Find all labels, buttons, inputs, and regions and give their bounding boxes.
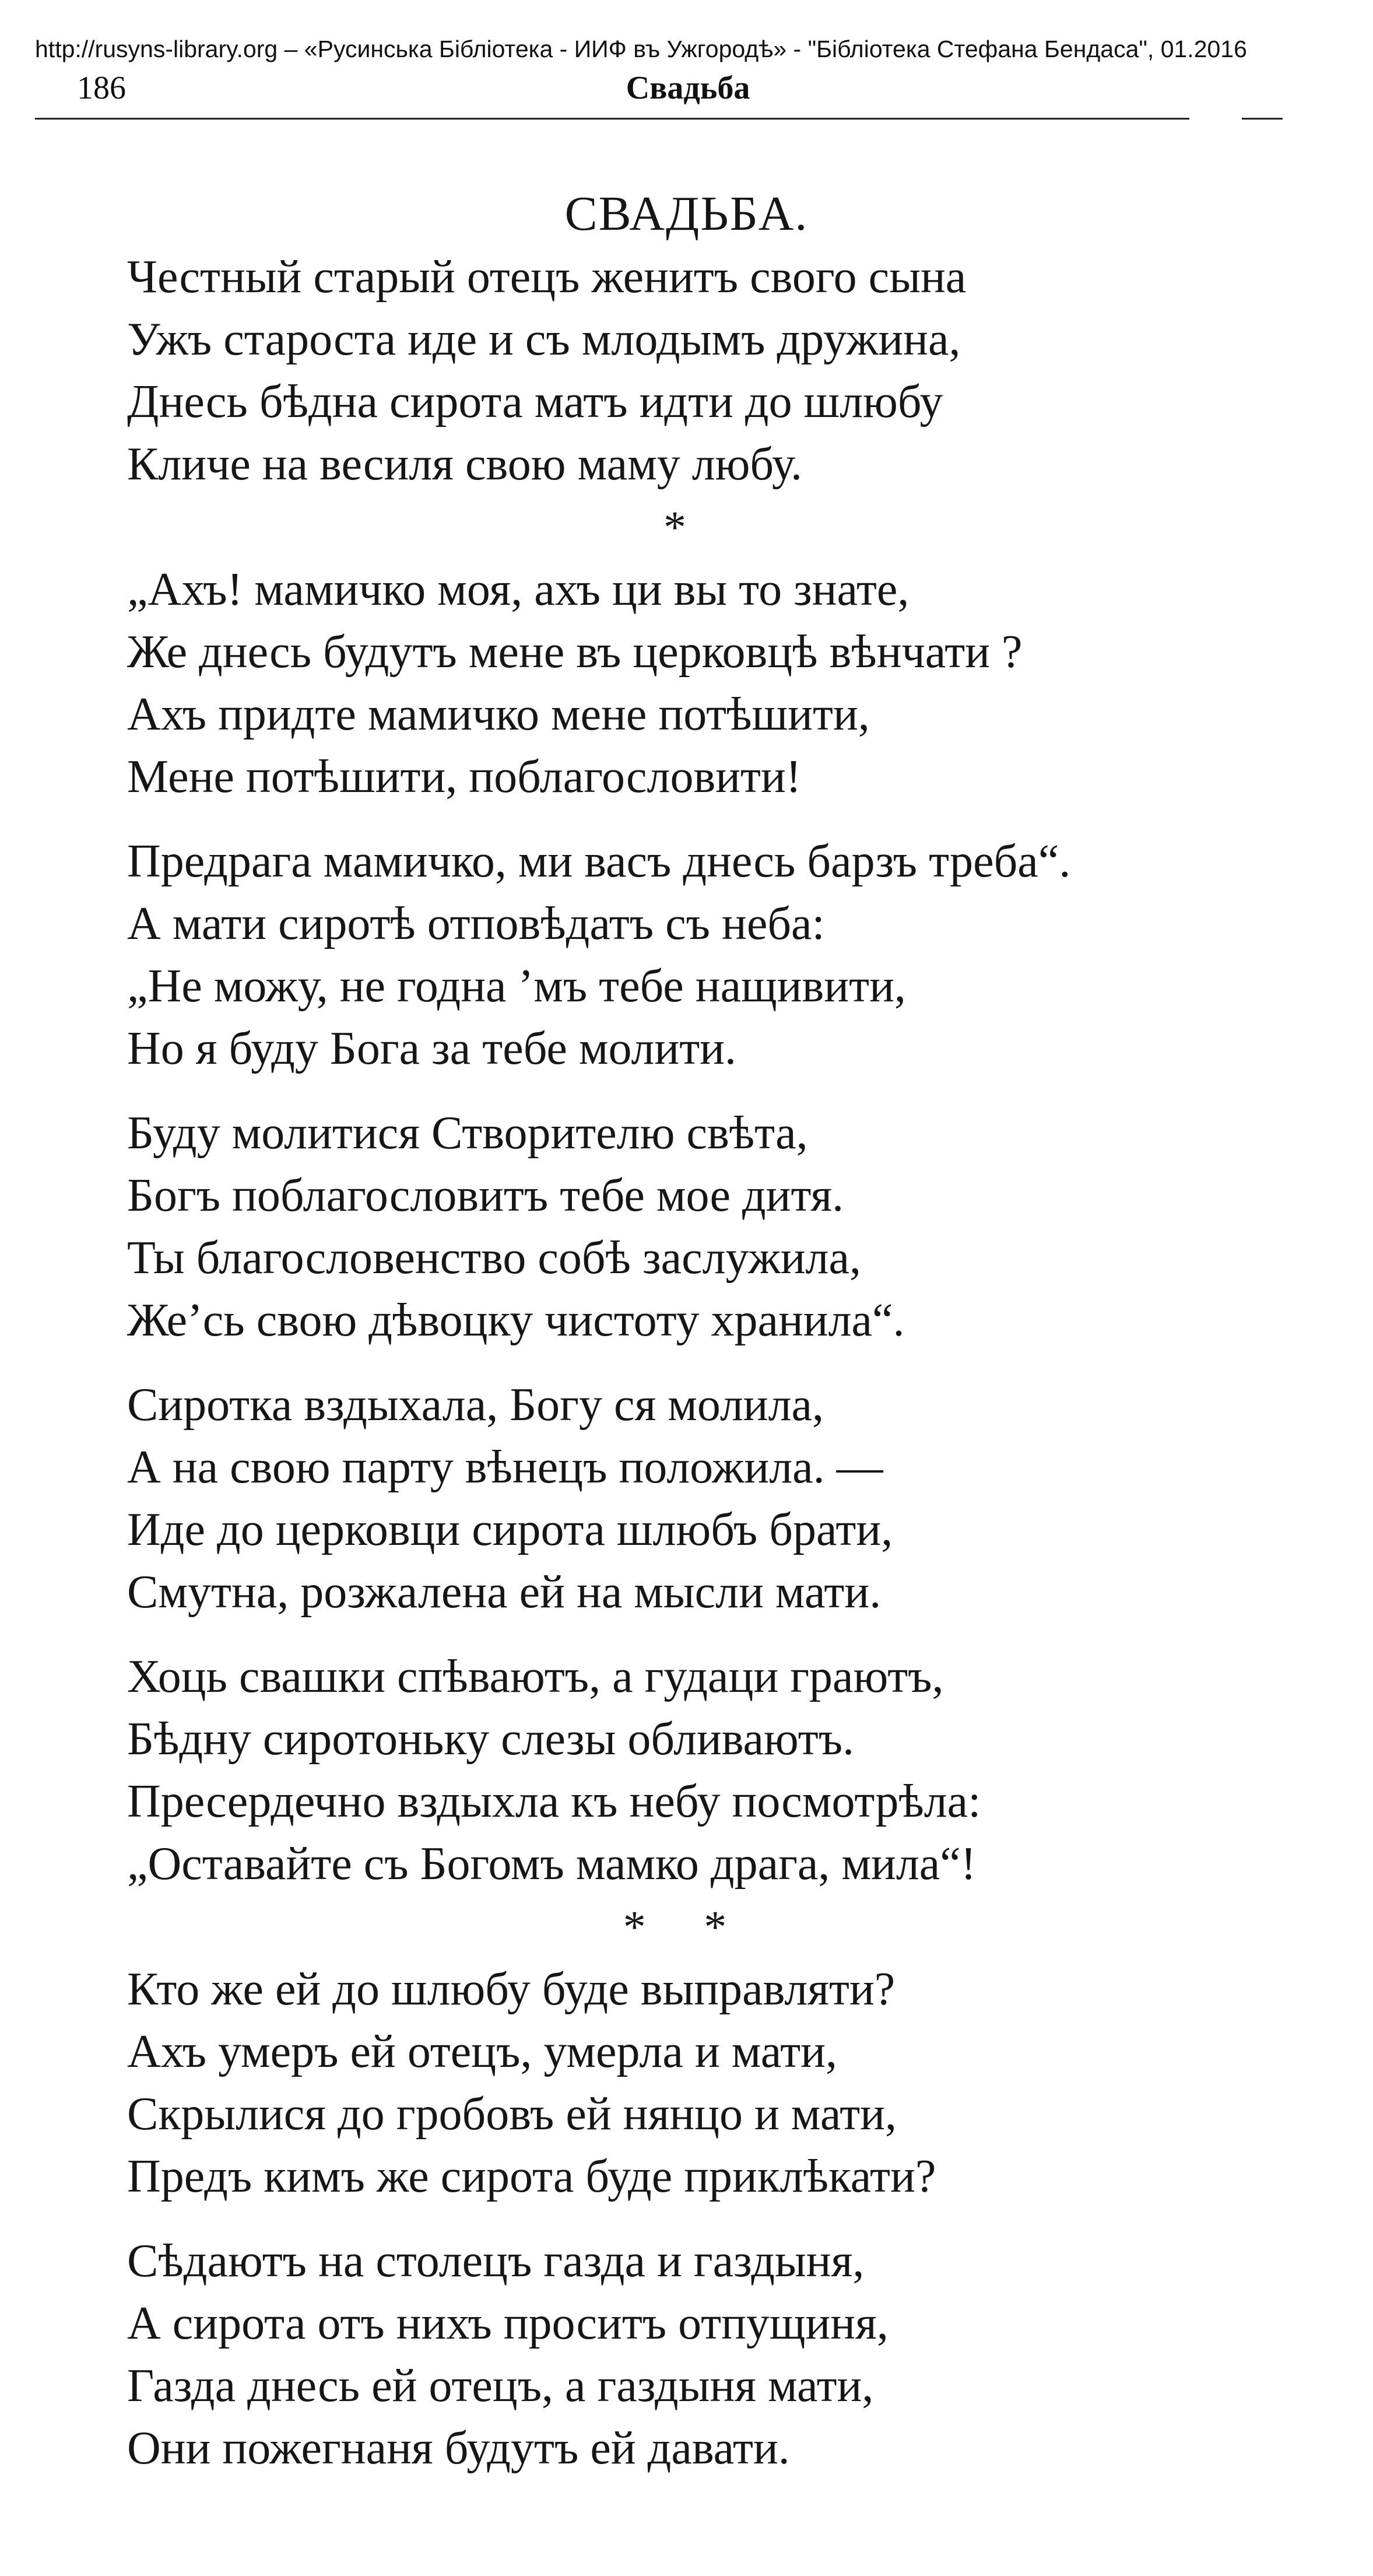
verse-line: Мене потѣшити, поблагословити! [127, 751, 802, 802]
stanza-3 [127, 830, 1281, 1080]
verse-line: Ахъ умеръ ей отецъ, умерла и мати, [127, 2026, 838, 2077]
verse-line: Предъ кимъ же сирота буде приклѣкати? [127, 2151, 936, 2202]
running-title: Свадьба [626, 70, 750, 106]
verse-line: Честный старый отецъ женитъ свого сына [127, 251, 967, 303]
verse-line: „Оставайте съ Богомъ мамко драга, мила“! [127, 1838, 977, 1890]
verse-line: „Ахъ! мамичко моя, ахъ ци вы то знате, [127, 564, 910, 615]
verse-line: Скрылися до гробовъ ей нянцо и мати, [127, 2088, 897, 2140]
stanza-5 [127, 1374, 1281, 1624]
verse-line: Хоць свашки спѣваютъ, а гудаци граютъ, [127, 1651, 944, 1702]
verse-line: Же днесь будутъ мене въ церковцѣ вѣнчати ? [127, 626, 1023, 678]
header-rule [35, 118, 1189, 120]
verse-line: Буду молитися Створителю свѣта, [127, 1107, 808, 1159]
running-head [35, 68, 1341, 108]
stanza-8 [127, 2230, 1281, 2480]
verse-line: Кличе на весиля свою маму любу. [127, 439, 803, 490]
verse-line: Сиротка вздыхала, Богу ся молила, [127, 1379, 824, 1431]
verse-line: Же’сь свою дѣвоцку чистоту хранила“. [127, 1295, 905, 1346]
verse-line: Днесь бѣдна сирота матъ идти до шлюбу [127, 376, 943, 427]
page-number: 186 [77, 70, 126, 106]
source-attribution: http://rusyns-library.org – «Русинська Бібліотека - ИИФ въ Ужгородѣ» - "Бібліотека Стефана Бендаса", 01.2016 [35, 36, 1247, 62]
verse-line: Ахъ придте мамичко мене потѣшити, [127, 689, 870, 740]
verse-line: Газда днесь ей отецъ, а газдыня мати, [127, 2360, 874, 2412]
verse-line: Богъ поблагословитъ тебе мое дитя. [127, 1170, 844, 1221]
poem-title: СВАДЬБА. [564, 187, 809, 241]
verse-line: Бѣдну сиротоньку слезы обливаютъ. [127, 1713, 855, 1765]
verse-line: Предрага мамичко, ми васъ днесь барзъ треба“. [127, 836, 1071, 887]
verse-line: Сѣдаютъ на столецъ газда и газдыня, [127, 2235, 865, 2287]
verse-line: А мати сиротѣ отповѣдатъ съ неба: [127, 898, 825, 949]
verse-line: Ужъ староста иде и съ млодымъ дружина, [127, 314, 961, 365]
verse-line: Кто же ей до шлюбу буде выправляти? [127, 1964, 896, 2015]
stanza-7 [127, 1958, 1281, 2208]
verse-line: А сирота отъ нихъ проситъ отпущиня, [127, 2298, 889, 2349]
verse-line: Ты благословенство собѣ заслужила, [127, 1232, 861, 1284]
verse-line: Но я буду Бога за тебе молити. [127, 1023, 736, 1074]
stanza-4 [127, 1102, 1281, 1352]
verse-line: „Не можу, не годна ’мъ тебе нащивити, [127, 961, 906, 1012]
verse-line: А на свою парту вѣнецъ положила. — [127, 1442, 883, 1493]
section-divider: * * [623, 1901, 750, 1952]
section-divider: * [663, 502, 710, 552]
verse-line: Смутна, розжалена ей на мысли мати. [127, 1566, 882, 1618]
stanza-1 [127, 246, 1281, 496]
stanza-2 [127, 559, 1281, 808]
poem [127, 182, 1281, 2480]
verse-line: Иде до церковци сирота шлюбъ брати, [127, 1504, 893, 1555]
stanza-6 [127, 1646, 1281, 1895]
header-rule-tail [1242, 118, 1283, 120]
verse-line: Пресердечно вздыхла къ небу посмотрѣла: [127, 1776, 981, 1827]
verse-line: Они пожегнаня будутъ ей давати. [127, 2423, 790, 2474]
